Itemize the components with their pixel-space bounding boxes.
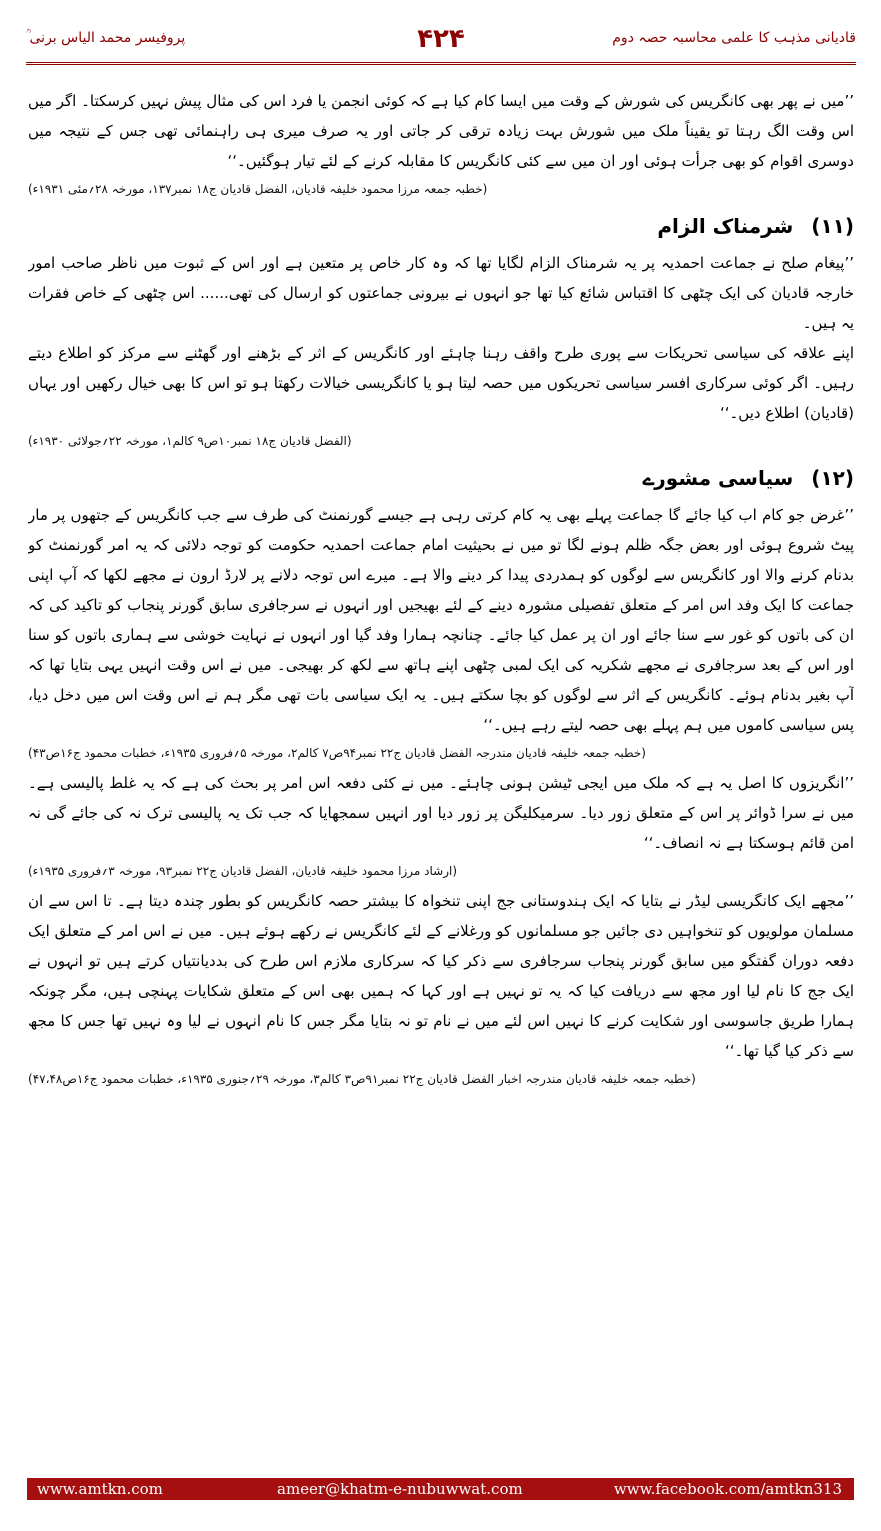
- quote-paragraph: ’’میں نے پھر بھی کانگریس کی شورش کے وقت میں ایسا کام کیا ہے کہ کوئی انجمن یا فرد اس کی مثال پیش نہیں کرسکتا۔ اگر میں اس وقت الگ رہتا تو یقیناً ملک میں شورش بہت زیادہ ترقی کر جاتی اور یہ صرف میری ہی راہنمائی تھی جس کے نتیجہ میں دوسری اقوام کو بھی جرأت ہوئی اور ان میں سے کئی کانگریس کا مقابلہ کرنے کے لئے تیار ہوگئیں۔‘‘: [28, 92, 854, 170]
- section-title: شرمناک الزام: [657, 214, 794, 238]
- citation: (خطبہ جمعہ مرزا محمود خلیفہ قادیان، الفضل قادیان ج۱۸ نمبر۱۳۷، مورخہ ۲۸؍مئی ۱۹۳۱ء): [28, 182, 488, 196]
- quote-paragraph: اپنے علاقہ کی سیاسی تحریکات سے پوری طرح واقف رہنا چاہئے اور کانگریس کے اثر کے بڑھنے اور گھٹنے سے مرکز کو اطلاع دیتے رہیں۔ اگر کوئی سرکاری افسر سیاسی تحریکوں میں حصہ لیتا ہو یا کانگریسی خیالات رکھتا ہو تو اس کا بھی خیال رکھیں اور یہاں (قادیان) اطلاع دیں۔‘‘: [28, 344, 854, 422]
- section-heading: [28, 458, 854, 498]
- footer-website-link[interactable]: www.amtkn.com: [37, 1480, 163, 1498]
- section-number: (۱۲): [811, 466, 854, 490]
- page-content: [28, 86, 854, 1466]
- quote-paragraph: ’’مجھے ایک کانگریسی لیڈر نے بتایا کہ ایک ہندوستانی جج اپنی تنخواہ کا بیشتر حصہ کانگریس کو بطور چندہ دیتا ہے۔ تا اس سے ان مسلمان مولویوں کو تنخواہیں دی جائیں جو مسلمانوں کو ورغلانے کے لئے کانگریس نے رکھے ہوئے ہیں۔ میں نے اس امر کے متعلق ایک دفعہ دوران گفتگو میں سابق گورنر پنجاب سرجافری سے ذکر کیا کہ سرکاری ملازم اس طرح کی بددیانتیاں کرتے ہیں تو انہوں نے ایک جج کا نام لیا اور مجھ سے دریافت کیا کہ یہ تو نہیں ہے اور کہا کہ ہمیں بھی اس کے متعلق شکایات پہنچی ہیں، مگر چونکہ ہمارا طریق جاسوسی اور شکایت کرنے کا نہیں اس لئے میں نے نام تو نہ بتایا مگر جس کا نام انہوں نے لیا وہ نہیں تھا جس کا مجھ سے ذکر کیا گیا تھا۔‘‘: [28, 892, 854, 1060]
- footer-facebook-link[interactable]: www.facebook.com/amtkn313: [613, 1480, 842, 1498]
- page-header: [26, 24, 856, 64]
- author-name: پروفیسر محمد الیاس برنی ؒ: [26, 30, 186, 46]
- citation: (ارشاد مرزا محمود خلیفہ قادیان، الفضل قادیان ج۲۲ نمبر۹۳، مورخہ ۳؍فروری ۱۹۳۵ء): [28, 864, 458, 878]
- citation: (خطبہ جمعہ خلیفہ قادیان مندرجہ اخبار الفضل قادیان ج۲۲ نمبر۹۱ص۳ کالم۳، مورخہ ۲۹؍جنوری ۱۹۳۵ء، خطبات محمود ج۱۶ص۴۷،۴۸): [28, 1072, 696, 1086]
- citation: (الفضل قادیان ج۱۸ نمبر۱۰ص۹ کالم۱، مورخہ ۲۲؍جولائی ۱۹۳۰ء): [28, 434, 352, 448]
- page-footer: [27, 1478, 854, 1500]
- page-number: ۴۲۴: [417, 24, 465, 54]
- footer-email-link[interactable]: ameer@khatm-e-nubuwwat.com: [277, 1480, 523, 1498]
- section-title: سیاسی مشورے: [642, 466, 794, 490]
- citation: (خطبہ جمعہ خلیفہ قادیان مندرجہ الفضل قادیان ج۲۲ نمبر۹۴ص۷ کالم۲، مورخہ ۵؍فروری ۱۹۳۵ء، خطبات محمود ج۱۶ص۴۳): [28, 746, 646, 760]
- quote-paragraph: ’’انگریزوں کا اصل یہ ہے کہ ملک میں ایجی ٹیشن ہونی چاہئے۔ میں نے کئی دفعہ اس امر پر بحث کی ہے کہ یہ غلط پالیسی ہے۔ میں نے سرا ڈوائر پر اس کے متعلق زور دیا۔ سرمیکلیگن پر زور دیا اور انہیں سمجھایا کہ جب تک یہ پالیسی ترک نہ کی جائے گی نہ امن قائم ہوسکتا ہے نہ انصاف۔‘‘: [28, 774, 854, 852]
- section-heading: [28, 206, 854, 246]
- section-number: (۱۱): [811, 214, 854, 238]
- header-divider: [26, 62, 856, 65]
- quote-paragraph: ’’پیغام صلح نے جماعت احمدیہ پر یہ شرمناک الزام لگایا تھا کہ وہ کار خاص پر متعین ہے اور اس کے ثبوت میں ناظر صاحب امور خارجہ قادیان کی ایک چٹھی کا اقتباس شائع کیا تھا جو انہوں نے بیرونی جماعتوں کو ارسال کی تھی...... اس چٹھی کے خاص فقرات یہ ہیں۔: [28, 254, 854, 332]
- book-title: قادیانی مذہب کا علمی محاسبہ حصہ دوم: [612, 30, 856, 46]
- quote-paragraph: ’’غرض جو کام اب کیا جائے گا جماعت پہلے بھی یہ کام کرتی رہی ہے جیسے گورنمنٹ کی طرف سے جب کانگریس کے جتھوں پر مار پیٹ شروع ہوئی اور بعض جگہ ظلم ہونے لگا تو میں نے بحیثیت امام جماعت احمدیہ حکومت کو توجہ دلائی کہ یہ امر گورنمنٹ کو بدنام کرنے والا اور کانگریس سے لوگوں کو ہمدردی پیدا کر دینے والا ہے۔ میرے اس توجہ دلانے پر لارڈ ارون نے مجھے لکھا کہ آپ اپنی جماعت کا ایک وفد اس امر کے متعلق تفصیلی مشورہ دینے کے لئے بھیجیں اور انہوں نے سرجافری سابق گورنر پنجاب کو تاکید کی کہ ان کی باتوں کو غور سے سنا جائے اور ان پر عمل کیا جائے۔ چنانچہ ہمارا وفد گیا اور انہوں نے نہایت خوشی سے ہماری باتوں کو سنا اور اس کے بعد سرجافری نے مجھے شکریہ کی ایک لمبی چٹھی اپنے ہاتھ سے لکھ کر بھیجی۔ میں نے اس وقت انہیں یہی بتایا تھا کہ آپ بغیر بدنام ہوئے۔ کانگریس کے اثر سے لوگوں کو بچا سکتے ہیں۔ یہ ایک سیاسی بات تھی مگر ہم نے اس وقت اس میں دخل دیا، پس سیاسی کاموں میں ہم پہلے بھی حصہ لیتے رہے ہیں۔‘‘: [28, 506, 854, 734]
